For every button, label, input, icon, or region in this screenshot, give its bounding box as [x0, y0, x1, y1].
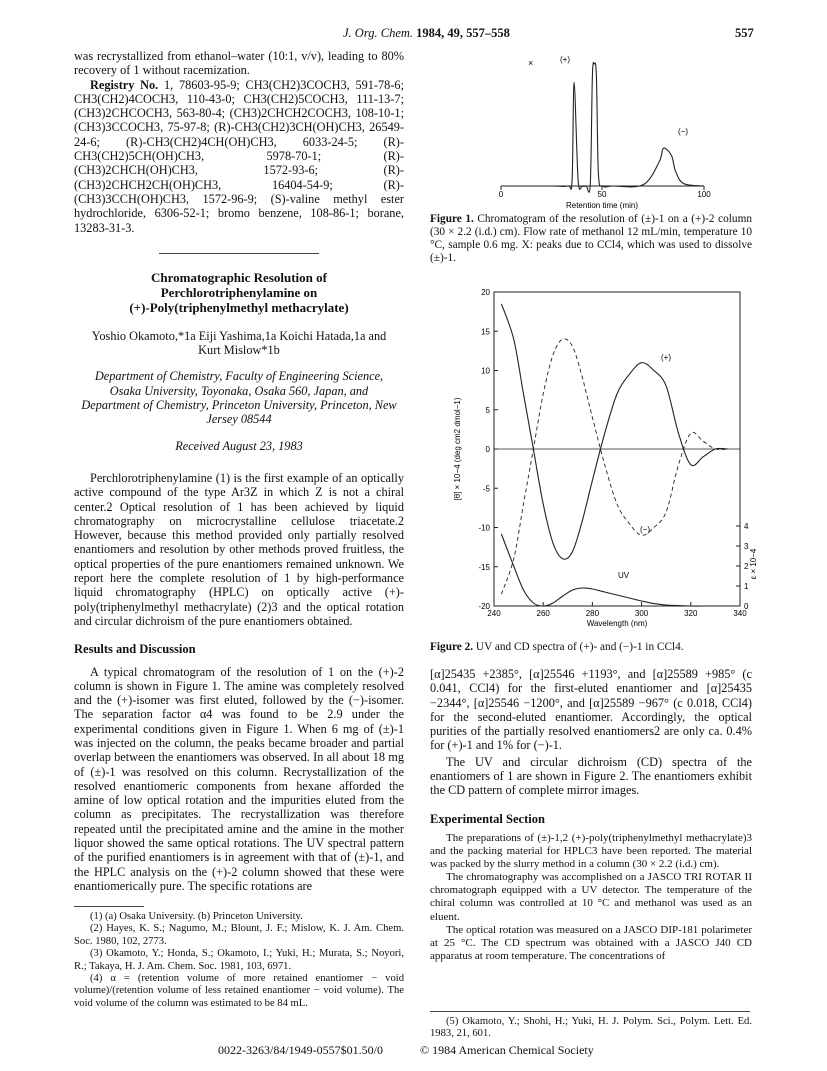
fig2-ytick-label: 5	[485, 405, 490, 415]
footnote-2: (2) Hayes, K. S.; Nagumo, M.; Blount, J. F.; Mislow, K. J. Am. Chem. Soc. 1980, 102, 2773.	[74, 923, 404, 947]
fig2-caption-text: UV and CD spectra of (+)- and (−)-1 in CCl4.	[475, 641, 684, 653]
fig2-xtick-label: 260	[536, 609, 550, 618]
right-footnotes	[430, 1011, 752, 1041]
fig1-tick-label-0: 0	[498, 190, 504, 199]
fig2-rtick-label: 2	[744, 562, 749, 571]
fig2-xtick-label: 240	[487, 609, 501, 618]
right-footnote-rule	[430, 1011, 750, 1012]
fig1-peak-label-x: ×	[528, 58, 534, 68]
fig2-cd-minus-curve	[501, 339, 727, 594]
fig1-caption-text: Chromatogram of the resolution of (±)-1 on a (+)-2 column (30 × 2.2 (i.d.) cm). Flow rate of methanol 12 mL/min, temperature 10 °C, sample 0.6 mg. X: peaks due to CCl4, which was used to dissolve (±)-1.	[430, 213, 753, 264]
experimental-paragraph-1: The preparations of (±)-1,2 (+)-poly(triphenylmethyl methacrylate)3 and the packing material for HPLC3 have been reported. The material was packed by the slurry method in a column (30 × 2.2 (i.d.) cm).	[430, 831, 752, 871]
left-footnotes	[74, 906, 404, 1010]
footer-code: 0022-3263/84/1949-0557$01.50/0	[218, 1043, 383, 1057]
journal-citation: 1984, 49, 557–558	[416, 26, 510, 40]
previous-article-end: was recrystallized from ethanol–water (10:1, v/v), leading to 80% recovery of 1 without racemization.	[74, 49, 404, 78]
fig2-xlabel: Wavelength (nm)	[586, 619, 648, 628]
title-line-3: (+)-Poly(triphenylmethyl methacrylate)	[129, 299, 349, 315]
article-title	[74, 270, 404, 315]
fig2-ytick-label: -20	[478, 602, 490, 611]
footnote-rule	[74, 906, 144, 907]
fig1-caption-label: Figure 1.	[430, 213, 474, 225]
experimental-text	[430, 832, 752, 963]
fig2-rtick-label: 0	[744, 602, 749, 611]
fig2-ytick-label: 20	[481, 288, 490, 297]
authors-line-1: Yoshio Okamoto,*1a Eiji Yashima,1a Koichi Hatada,1a and	[91, 328, 387, 343]
title-line-2: Perchlorotriphenylamine on	[160, 284, 318, 300]
fig2-label-minus: (−)	[640, 525, 650, 534]
footnote-5: (5) Okamoto, Y.; Shohi, H.; Yuki, H. J. Polym. Sci., Polym. Lett. Ed. 1983, 21, 601.	[430, 1016, 752, 1040]
fig1-x-axis	[499, 186, 711, 210]
fig2-uv-curve	[501, 534, 703, 606]
fig2-rtick-label: 4	[744, 522, 749, 531]
authors-line-2: Kurt Mislow*1b	[198, 343, 280, 358]
fig1-peak-label-minus: (−)	[678, 127, 688, 136]
figure-1-caption	[430, 213, 752, 265]
figure-2-caption	[430, 641, 752, 654]
fig2-ytick-label: -10	[478, 523, 490, 533]
fig1-tick-label-100: 100	[697, 190, 711, 199]
footnote-3: (3) Okamoto, Y.; Honda, S.; Okamoto, I.; Yuki, H.; Murata, S.; Noyori, R.; Takaya, H. J. Am. Chem. Soc. 1981, 103, 6971.	[74, 948, 404, 972]
title-line-1: Chromatographic Resolution of	[151, 269, 327, 285]
fig2-cd-plus-curve	[501, 304, 727, 559]
journal-header	[343, 26, 510, 41]
authors	[74, 329, 404, 358]
fig1-tick-label-50: 50	[597, 190, 607, 199]
rotation-paragraph: [α]25435 +2385°, [α]25546 +1193°, and [α]25589 +985° (c 0.041, CCl4) for the first-eluted enantiomer and [α]25435 −2344°, [α]25546 −1200°, and [α]25589 −967° (c 0.018, CCl4) for the second-eluted enantiomer. Accordingly, the optical purities of the partially resolved enantiomers2 are only ca. 0.4% for (+)-1 and 1% for (−)-1.	[430, 667, 752, 753]
footer-copyright: © 1984 American Chemical Society	[420, 1043, 594, 1057]
page-number: 557	[735, 26, 754, 40]
fig2-bottom-axis	[487, 602, 747, 618]
figure-2-chart	[426, 282, 756, 638]
cd-paragraph: The UV and circular dichroism (CD) spectra of the enantiomers of 1 are shown in Figure 2. The enantiomers exhibit the CD pattern of complete mirror images.	[430, 754, 752, 798]
affiliation: Department of Chemistry, Faculty of Engineering Science, Osaka University, Toyonaka, Osaka 560, Japan, and Department of Chemistry, Princeton University, Princeton, New Jersey 08544	[81, 369, 397, 427]
fig2-ytick-label: -5	[482, 484, 490, 494]
fig2-ytick-label: 15	[481, 327, 490, 337]
results-paragraph: A typical chromatogram of the resolution of 1 on the (+)-2 column is shown in Figure 1. The amine was completely resolved and the (+)-isomer was first eluted, followed by the (−)-isomer. The separation factor α4 was found to be 2.9 under the experimental conditions given in Figure 1. When 6 mg of (±)-1 was injected on the column, the peaks became broader and partial overlap between the enantiomers was observed. In all about 18 mg of (±)-1 was resolved on this column. Recrystallization of the resolved enantiomeric components from hexane afforded the amine of low optical rotation and the impurities eluted from the column as precipitates. The recrystallization was therefore repeated until the precipitated amine and the amine in the mother liquor showed the same optical rotations. The UV spectral pattern of the purified enantiomers is in agreement with that of (±)-1, and the HPLC analysis on the (+)-2 column showed that these were enantiomerically pure. The specific rotations are	[74, 664, 404, 893]
footnote-4: (4) α = (retention volume of more retained enantiomer − void volume)/(retention volume of less retained enantiomer − void volume). The void volume of the column was estimated to be 84 mL.	[74, 973, 404, 1009]
right-column	[430, 667, 752, 963]
fig2-rtick-label: 1	[744, 582, 749, 591]
results-heading: Results and Discussion	[74, 642, 196, 657]
fig2-ytick-label: 10	[481, 366, 490, 376]
fig2-ylabel-left: [θ] × 10−4 (deg cm2 dmol−1)	[453, 397, 462, 501]
fig2-xtick-label: 320	[684, 609, 698, 618]
fig2-ytick-label: -15	[478, 562, 490, 572]
fig1-peak-label-plus: (+)	[560, 55, 570, 64]
fig2-caption-label: Figure 2.	[430, 641, 474, 653]
left-column	[74, 49, 404, 893]
registry-text: 1, 78603-95-9; CH3(CH2)3COCH3, 591-78-6; CH3(CH2)4COCH3, 110-43-0; CH3(CH2)5COCH3, 111-13-7; (CH3)2CHCOCH3, 563-80-4; (CH3)2CHCH2COCH3, 108-10-1; (CH3)3CCOCH3, 75-97-8; (R)-CH3(CH2)3CH(OH)CH3, 26549-24-6; (R)-CH3(CH2)4CH(OH)CH3, 6033-24-5; (R)-CH3(CH2)5CH(OH)CH3, 5978-70-1; (R)-(CH3)2CHCH(OH)CH3, 1572-93-6; (R)-(CH3)2CHCH2CH(OH)CH3, 16404-54-9; (R)-(CH3)3CCH(OH)CH3, 1572-96-9; (S)-valine methyl ester hydrochloride, 6306-52-1; bromo benzene, 108-86-1; borane, 13283-31-3.	[74, 77, 404, 235]
experimental-paragraph-3: The optical rotation was measured on a JASCO DIP-181 polarimeter at 25 °C. The CD spectrum was obtained with a JASCO J40 CD apparatus at room temperature. The concentrations of	[430, 923, 752, 962]
fig2-left-axis	[478, 288, 498, 611]
fig2-xtick-label: 340	[733, 609, 747, 618]
fig2-rtick-label: 3	[744, 542, 749, 551]
journal-name: J. Org. Chem.	[343, 26, 414, 40]
article-divider	[159, 253, 319, 254]
fig2-xtick-label: 300	[634, 609, 649, 618]
fig1-chromatogram-trace	[501, 63, 704, 193]
experimental-paragraph-2: The chromatography was accomplished on a JASCO TRI ROTAR II chromatograph equipped with a UV detector. The temperature of the chiral column was controlled at 10 °C and methanol was used as an eluent.	[430, 871, 752, 923]
fig1-xlabel: Retention time (min)	[565, 201, 639, 210]
intro-paragraph: Perchlorotriphenylamine (1) is the first example of an optically active compound of the type Ar3Z in which Z is not a chiral center.2 Optical resolution of 1 has been achieved by liquid chromatography on microcrystalline cellulose triacetate.2 However, because this method provided only partially resolved enantiomers and resolution by other methods proved fruitless, the optical properties of the pure enantiomers remained unknown. We report here the complete resolution of 1 by high-performance liquid chromatography (HPLC) on optically active (+)-poly(triphenylmethyl methacrylate) (2)3 and the optical rotation and circular dichroism of the pure enantiomers obtained.	[74, 470, 404, 628]
fig2-label-plus: (+)	[661, 353, 671, 362]
registry-label: Registry No.	[90, 77, 159, 92]
fig2-ytick-label: 0	[485, 445, 490, 454]
fig2-ylabel-right: ε × 10−4	[749, 548, 758, 580]
experimental-heading: Experimental Section	[430, 811, 545, 826]
fig2-xtick-label: 280	[585, 609, 600, 618]
footnote-1: (1) (a) Osaka University. (b) Princeton University.	[90, 911, 303, 922]
received-date: Received August 23, 1983	[175, 438, 303, 453]
fig2-label-uv: UV	[618, 571, 630, 580]
figure-1-chart	[426, 44, 756, 212]
fig2-right-axis	[736, 522, 749, 611]
